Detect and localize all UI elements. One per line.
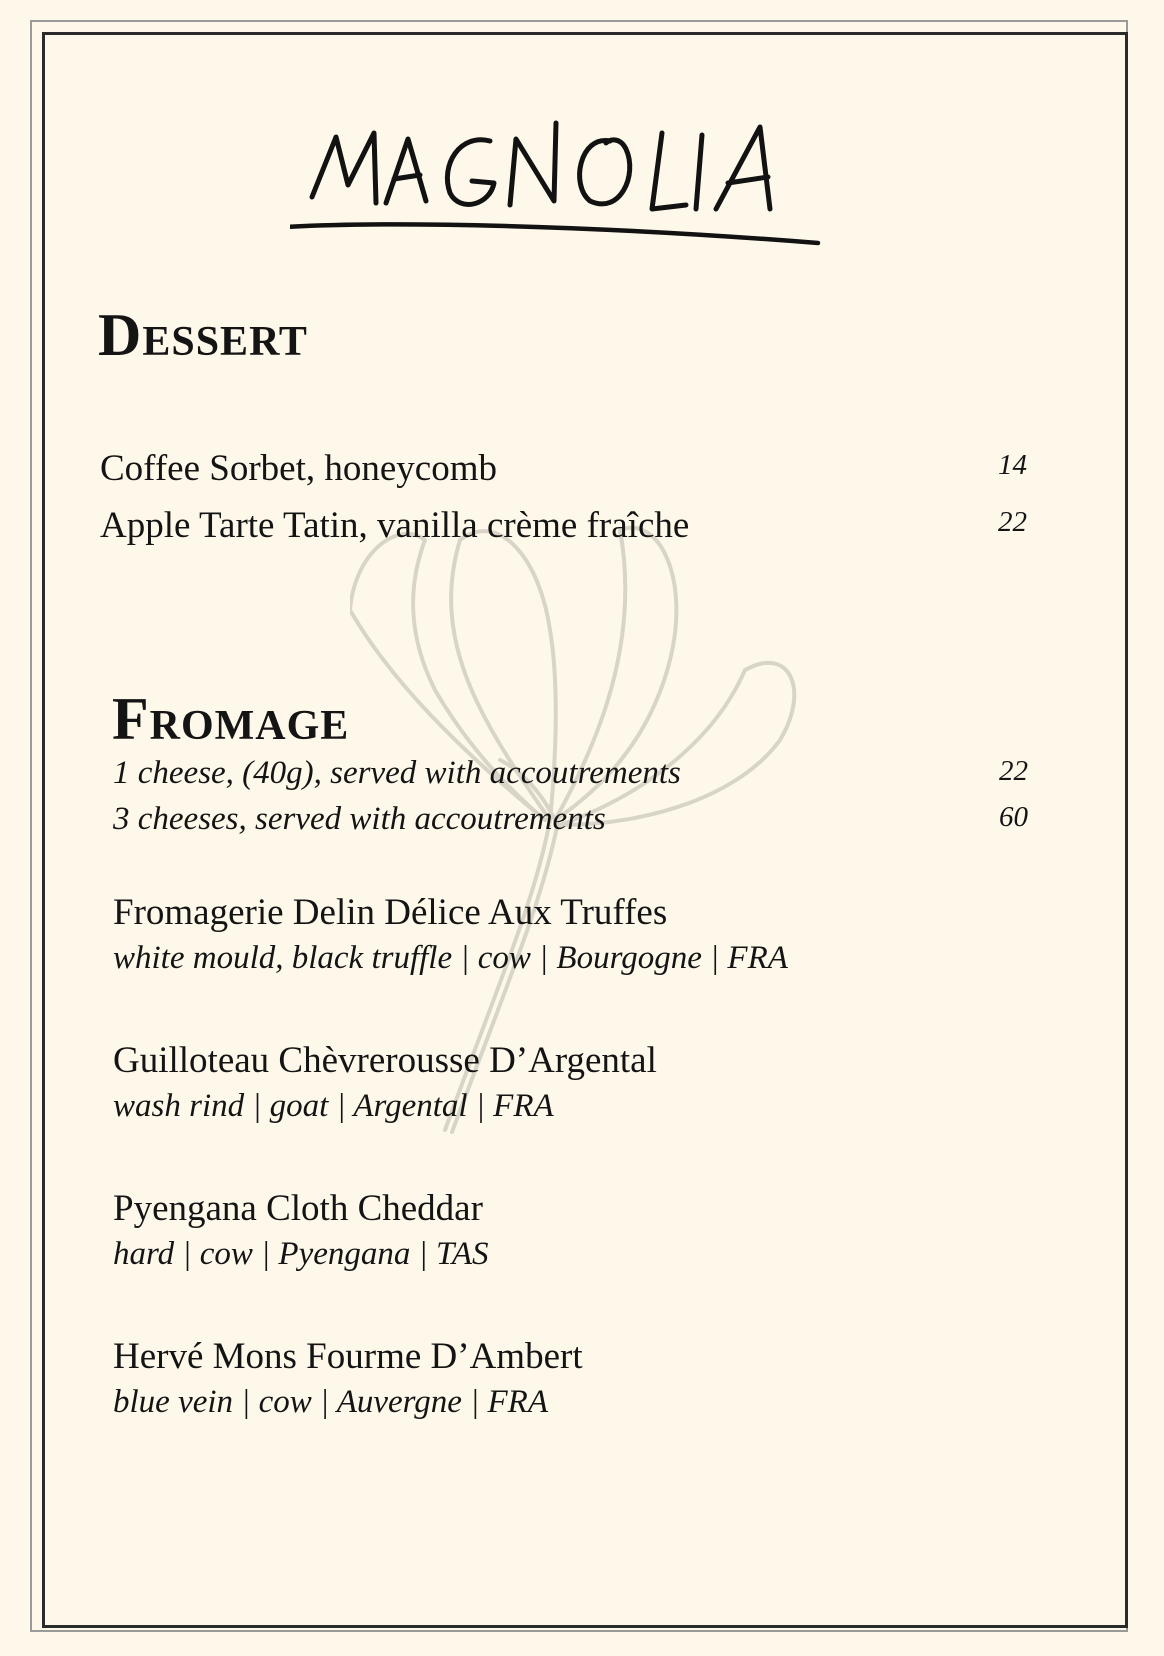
cheese-description: white mould, black truffle | cow | Bourgogne | FRA <box>113 940 788 976</box>
cheese-item <box>113 1335 1013 1425</box>
menu-item <box>100 504 1030 556</box>
cheese-item <box>113 891 1013 981</box>
cheese-name: Fromagerie Delin Délice Aux Truffes <box>113 892 668 933</box>
fromage-section-title: Fromage <box>112 686 350 752</box>
menu-item <box>100 447 1030 499</box>
fromage-option-name: 3 cheeses, served with accoutrements <box>113 801 606 837</box>
fromage-option-price: 22 <box>999 755 1028 787</box>
cheese-item <box>113 1187 1013 1277</box>
cheese-description: hard | cow | Pyengana | TAS <box>113 1236 489 1272</box>
cheese-name: Hervé Mons Fourme D’Ambert <box>113 1336 583 1377</box>
fromage-option-name: 1 cheese, (40g), served with accoutrements <box>113 755 681 791</box>
menu-item-name: Apple Tarte Tatin, vanilla crème fraîche <box>100 505 690 546</box>
menu-item-name: Coffee Sorbet, honeycomb <box>100 448 497 489</box>
cheese-description: blue vein | cow | Auvergne | FRA <box>113 1384 548 1420</box>
fromage-option-price: 60 <box>999 801 1028 833</box>
cheese-description: wash rind | goat | Argental | FRA <box>113 1088 554 1124</box>
fromage-option <box>113 801 1033 845</box>
menu-item-price: 14 <box>998 449 1027 481</box>
cheese-name: Pyengana Cloth Cheddar <box>113 1188 483 1229</box>
magnolia-logo-icon <box>290 105 830 265</box>
dessert-section-title: Dessert <box>98 302 308 368</box>
fromage-option <box>113 755 1033 799</box>
cheese-item <box>113 1039 1013 1129</box>
menu-item-price: 22 <box>998 506 1027 538</box>
cheese-name: Guilloteau Chèvrerousse D’Argental <box>113 1040 657 1081</box>
